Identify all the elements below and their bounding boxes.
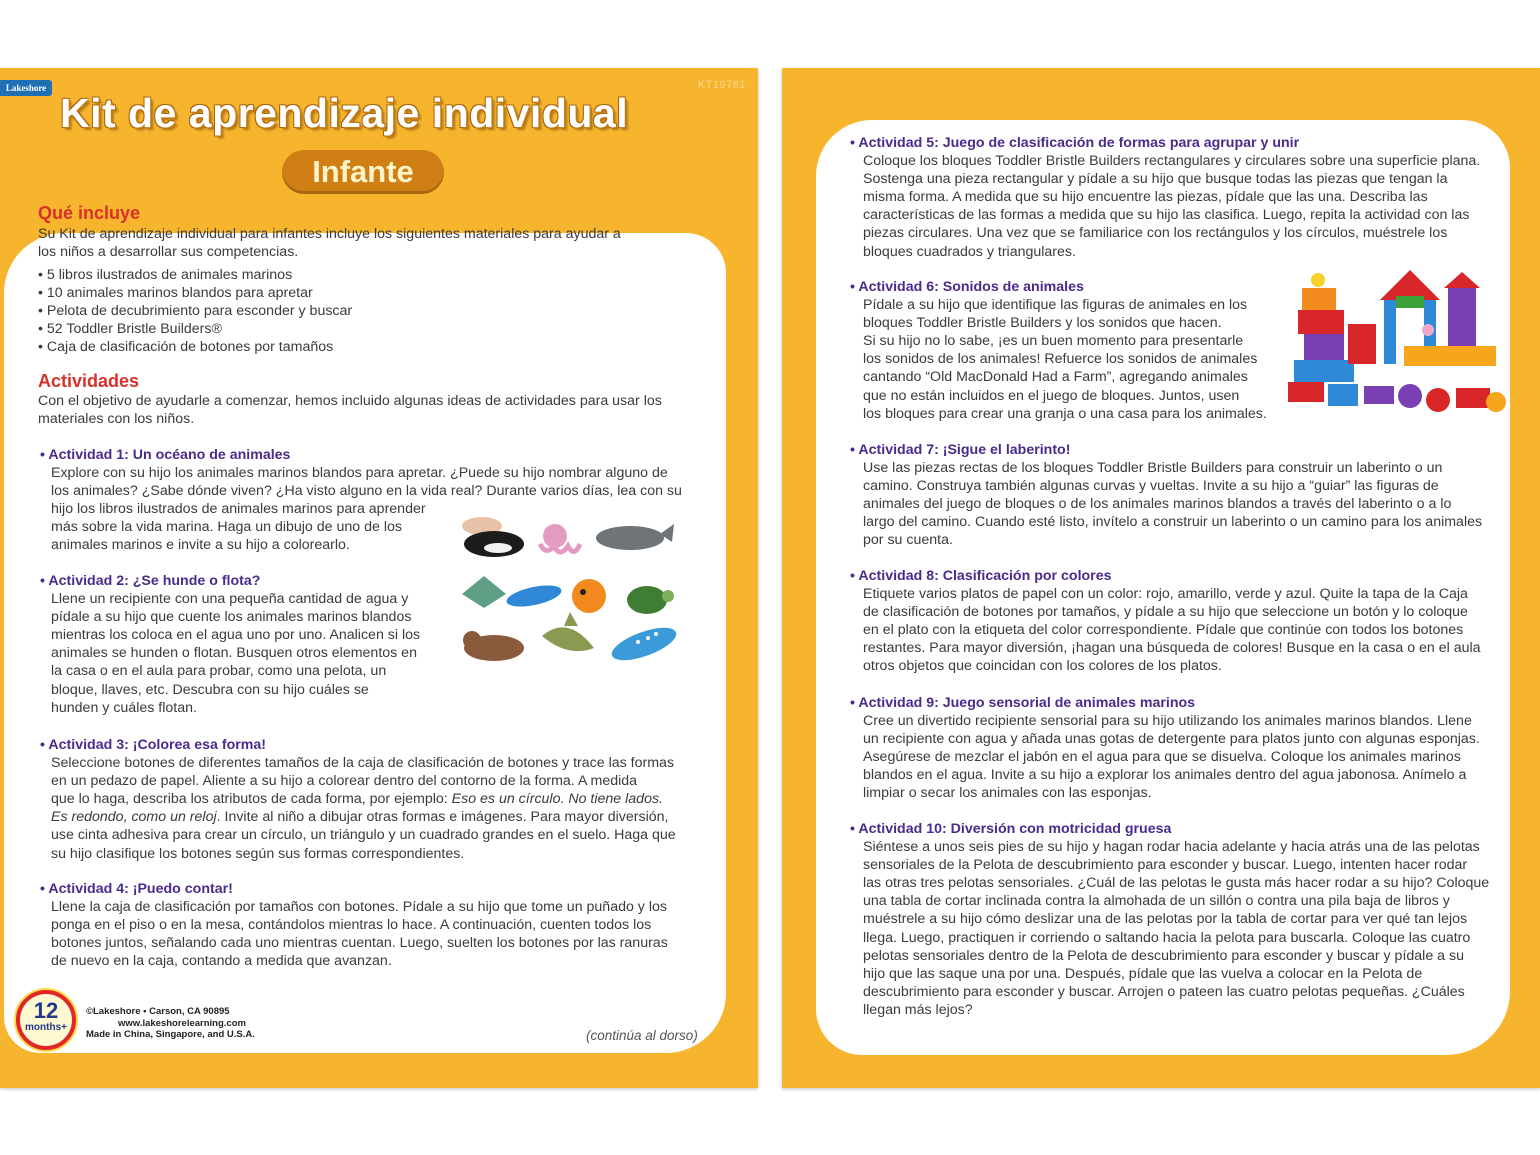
activities-heading: Actividades xyxy=(38,371,140,391)
subtitle-badge: Infante xyxy=(282,150,444,194)
activity-9: • Actividad 9: Juego sensorial de animales marinos Cree un divertido recipiente sensorial para su hijo utilizando los animales marinos blandos. Llene un recipiente con agua y añada unas gotas de detergente para platos junto con algunas esponjas. Asegúrese de mezclar el jabón en el agua para que se disuelva. Coloque los animales marinos blandos en el agua. Invite a su hijo a explorar los animales dentro del agua jabonosa. Anímelo a limpiar o secar los animales con las esponjas. xyxy=(850,694,1520,803)
activity-1: • Actividad 1: Un océano de animales Explore con su hijo los animales marinos blandos para apretar. ¿Puede su hijo nombrar alguno de los animales? ¿Sabe dónde viven? ¿Ha visto alguno en la vida real? Durante varios días, lea con su hijo los libros ilustrados de animales marinos para aprender más sobre la vida marina. Haga un dibujo de uno de los animales marinos e invite a su hijo a colorearlo. xyxy=(40,446,700,555)
activity-8-title: • Actividad 8: Clasificación por colores xyxy=(850,568,1112,584)
activity-10: • Actividad 10: Diversión con motricidad gruesa Siéntese a unos seis pies de su hijo y hagan rodar hacia adelante y hacia atrás una de las pelotas sensoriales de la Pelota de descubrimiento para esconder y buscar. Luego, intenten hacer rodar las otras tres pelotas sensoriales. ¿Cuál de las pelotas le gusta más hacer rodar a su hijo? Coloque una tabla de cortar inclinada contra la almohada de un sillón o contra una pila baja de libros y muéstrele a su hijo cómo deslizar una de las pelotas por la tabla de cortar para ver qué tan lejos llega. Luego, practiquen ir corriendo o saltando hacia la pelota para buscarla. Coloque las cuatro pelotas sensoriales dentro de la Pelota de descubrimiento para esconder y buscar y pídale a su hijo que las saque una por una. Después, pídale que las vuelva a colocar en la Pelota de descubrimiento para esconder y buscar. Arrojen o pateen las cuatro pelotas pequeñas. ¿Cuáles llegan más lejos? xyxy=(850,820,1520,1019)
includes-intro: Su Kit de aprendizaje individual para infantes incluye los siguientes materiales para ayudar a los niños a desarrollar sus competencias. xyxy=(38,226,621,261)
activities-intro: Con el objetivo de ayudarle a comenzar, hemos incluido algunas ideas de actividades para usar los materiales con los niños. xyxy=(38,393,662,428)
activity-2: • Actividad 2: ¿Se hunde o flota? Llene un recipiente con una pequeña cantidad de agua y pídale a su hijo que cuente los animales marinos blandos mientras los coloca en el agua uno por uno. Analicen si los animales se hunden o flotan. Busquen otros elementos en la casa o en el aula para probar, como una pelota, un bloque, llaves, etc. Descubra con su hijo cuáles se hunden y cuáles flotan. xyxy=(40,572,460,717)
lakeshore-logo: Lakeshore xyxy=(0,80,52,96)
activity-6: • Actividad 6: Sonidos de animales Pídale a su hijo que identifique las figuras de animales en los bloques Toddler Bristle Builders y los sonidos que hacen. Si su hijo no lo sabe, ¡es un buen momento para presentarle los sonidos de los animales! Refuerce los sonidos de animales cantando “Old MacDonald Had a Farm”, agregando animales que no están incluidos en el juego de bloques. Juntos, usen los bloques para crear una granja o una casa para los animales. xyxy=(850,278,1280,423)
page-title: Kit de aprendizaje individual xyxy=(60,90,629,136)
activity-10-title: • Actividad 10: Diversión con motricidad gruesa xyxy=(850,821,1172,837)
activity-2-title: • Actividad 2: ¿Se hunde o flota? xyxy=(40,573,261,589)
list-item: • 52 Toddler Bristle Builders® xyxy=(38,320,352,338)
age-badge xyxy=(14,988,78,1052)
activity-6-title: • Actividad 6: Sonidos de animales xyxy=(850,279,1084,295)
continued-note: (continúa al dorso) xyxy=(586,1028,698,1043)
includes-heading: Qué incluye xyxy=(38,203,141,223)
list-item: • Pelota de decubrimiento para esconder y buscar xyxy=(38,302,352,320)
age-number: 12 xyxy=(33,998,59,1023)
activity-5: • Actividad 5: Juego de clasificación de formas para agrupar y unir Coloque los bloques Toddler Bristle Builders rectangulares y circulares sobre una superficie plana. Sostenga una pieza rectangular y pídale a su hijo que busque todas las piezas que tengan la misma forma. A medida que su hijo encuentre las piezas, pídale que las una. Describa las características de las formas a medida que su hijo las clasifica. Luego, repita la actividad con las piezas circulares. Una vez que se familiarice con los rectángulos y los círculos, muéstrele los bloques cuadrados y triangulares. xyxy=(850,134,1520,261)
activity-9-title: • Actividad 9: Juego sensorial de animales marinos xyxy=(850,695,1196,711)
includes-list xyxy=(38,266,352,356)
right-page xyxy=(782,68,1540,1088)
left-page xyxy=(0,68,758,1088)
bristle-builders-photo xyxy=(1288,266,1510,426)
publisher-info: ©Lakeshore • Carson, CA 90895 www.lakeshorelearning.com Made in China, Singapore, and U.S.A. xyxy=(86,1006,255,1040)
activity-1-title: • Actividad 1: Un océano de animales xyxy=(40,447,291,463)
list-item: • 10 animales marinos blandos para apretar xyxy=(38,284,352,302)
list-item: • Caja de clasificación de botones por tamaños xyxy=(38,338,352,356)
activity-7: • Actividad 7: ¡Sigue el laberinto! Use las piezas rectas de los bloques Toddler Bristle Builders para construir un laberinto o un camino. Construya también algunas curvas y vueltas. Invite a su hijo a “guiar” las figuras de animales del juego de bloques o de los animales marinos blandos a través del laberinto o a lo largo del camino. Cuando esté listo, invítelo a construir un laberinto o un camino para los animales por su cuenta. xyxy=(850,441,1520,550)
list-item: • 5 libros ilustrados de animales marinos xyxy=(38,266,352,284)
sea-animals-photo xyxy=(452,516,684,676)
activity-8: • Actividad 8: Clasificación por colores Etiquete varios platos de papel con un color: rojo, amarillo, verde y azul. Quite la tapa de la Caja de clasificación de botones por tamaños, y pídale a su hijo que seleccione un botón y lo coloque en el plato con la etiqueta del color correspondiente. Pídale que continúe con todos los botones restantes. Para mayor diversión, ¡hagan una búsqueda de colores! Busque en la casa o en el aula otros objetos que coincidan con los colores de los platos. xyxy=(850,567,1520,676)
activity-5-title: • Actividad 5: Juego de clasificación de formas para agrupar y unir xyxy=(850,135,1300,151)
age-unit: months+ xyxy=(25,1022,67,1033)
activity-7-title: • Actividad 7: ¡Sigue el laberinto! xyxy=(850,442,1071,458)
activity-4-title: • Actividad 4: ¡Puedo contar! xyxy=(40,881,233,897)
activity-3-title: • Actividad 3: ¡Colorea esa forma! xyxy=(40,737,266,753)
activity-3: • Actividad 3: ¡Colorea esa forma! Seleccione botones de diferentes tamaños de la caja de clasificación de botones y trace las formas en un pedazo de papel. Aliente a su hijo a colorear dentro del contorno de la forma. A medida que lo haga, describa los atributos de cada forma, por ejemplo: Eso es un círculo. No tiene lados. Es redondo, como un reloj. Invite al niño a dibujar otras formas e imágenes. Para mayor diversión, use cinta adhesiva para crear un círculo, un triángulo y un cuadrado grandes en el suelo. Haga que su hijo clasifique los botones según sus formas correspondientes. xyxy=(40,736,710,863)
product-code: KT19781 xyxy=(697,79,746,91)
activity-4: • Actividad 4: ¡Puedo contar! Llene la caja de clasificación por tamaños con botones. Pídale a su hijo que tome un puñado y los ponga en el piso o en la mesa, contándolos mientras lo hace. A continuación, cuenten todos los botones juntos, señalando cada uno mientras cuentan. Luego, suelten los botones por las ranuras de nuevo en la caja, contando a medida que avanzan. xyxy=(40,880,710,970)
